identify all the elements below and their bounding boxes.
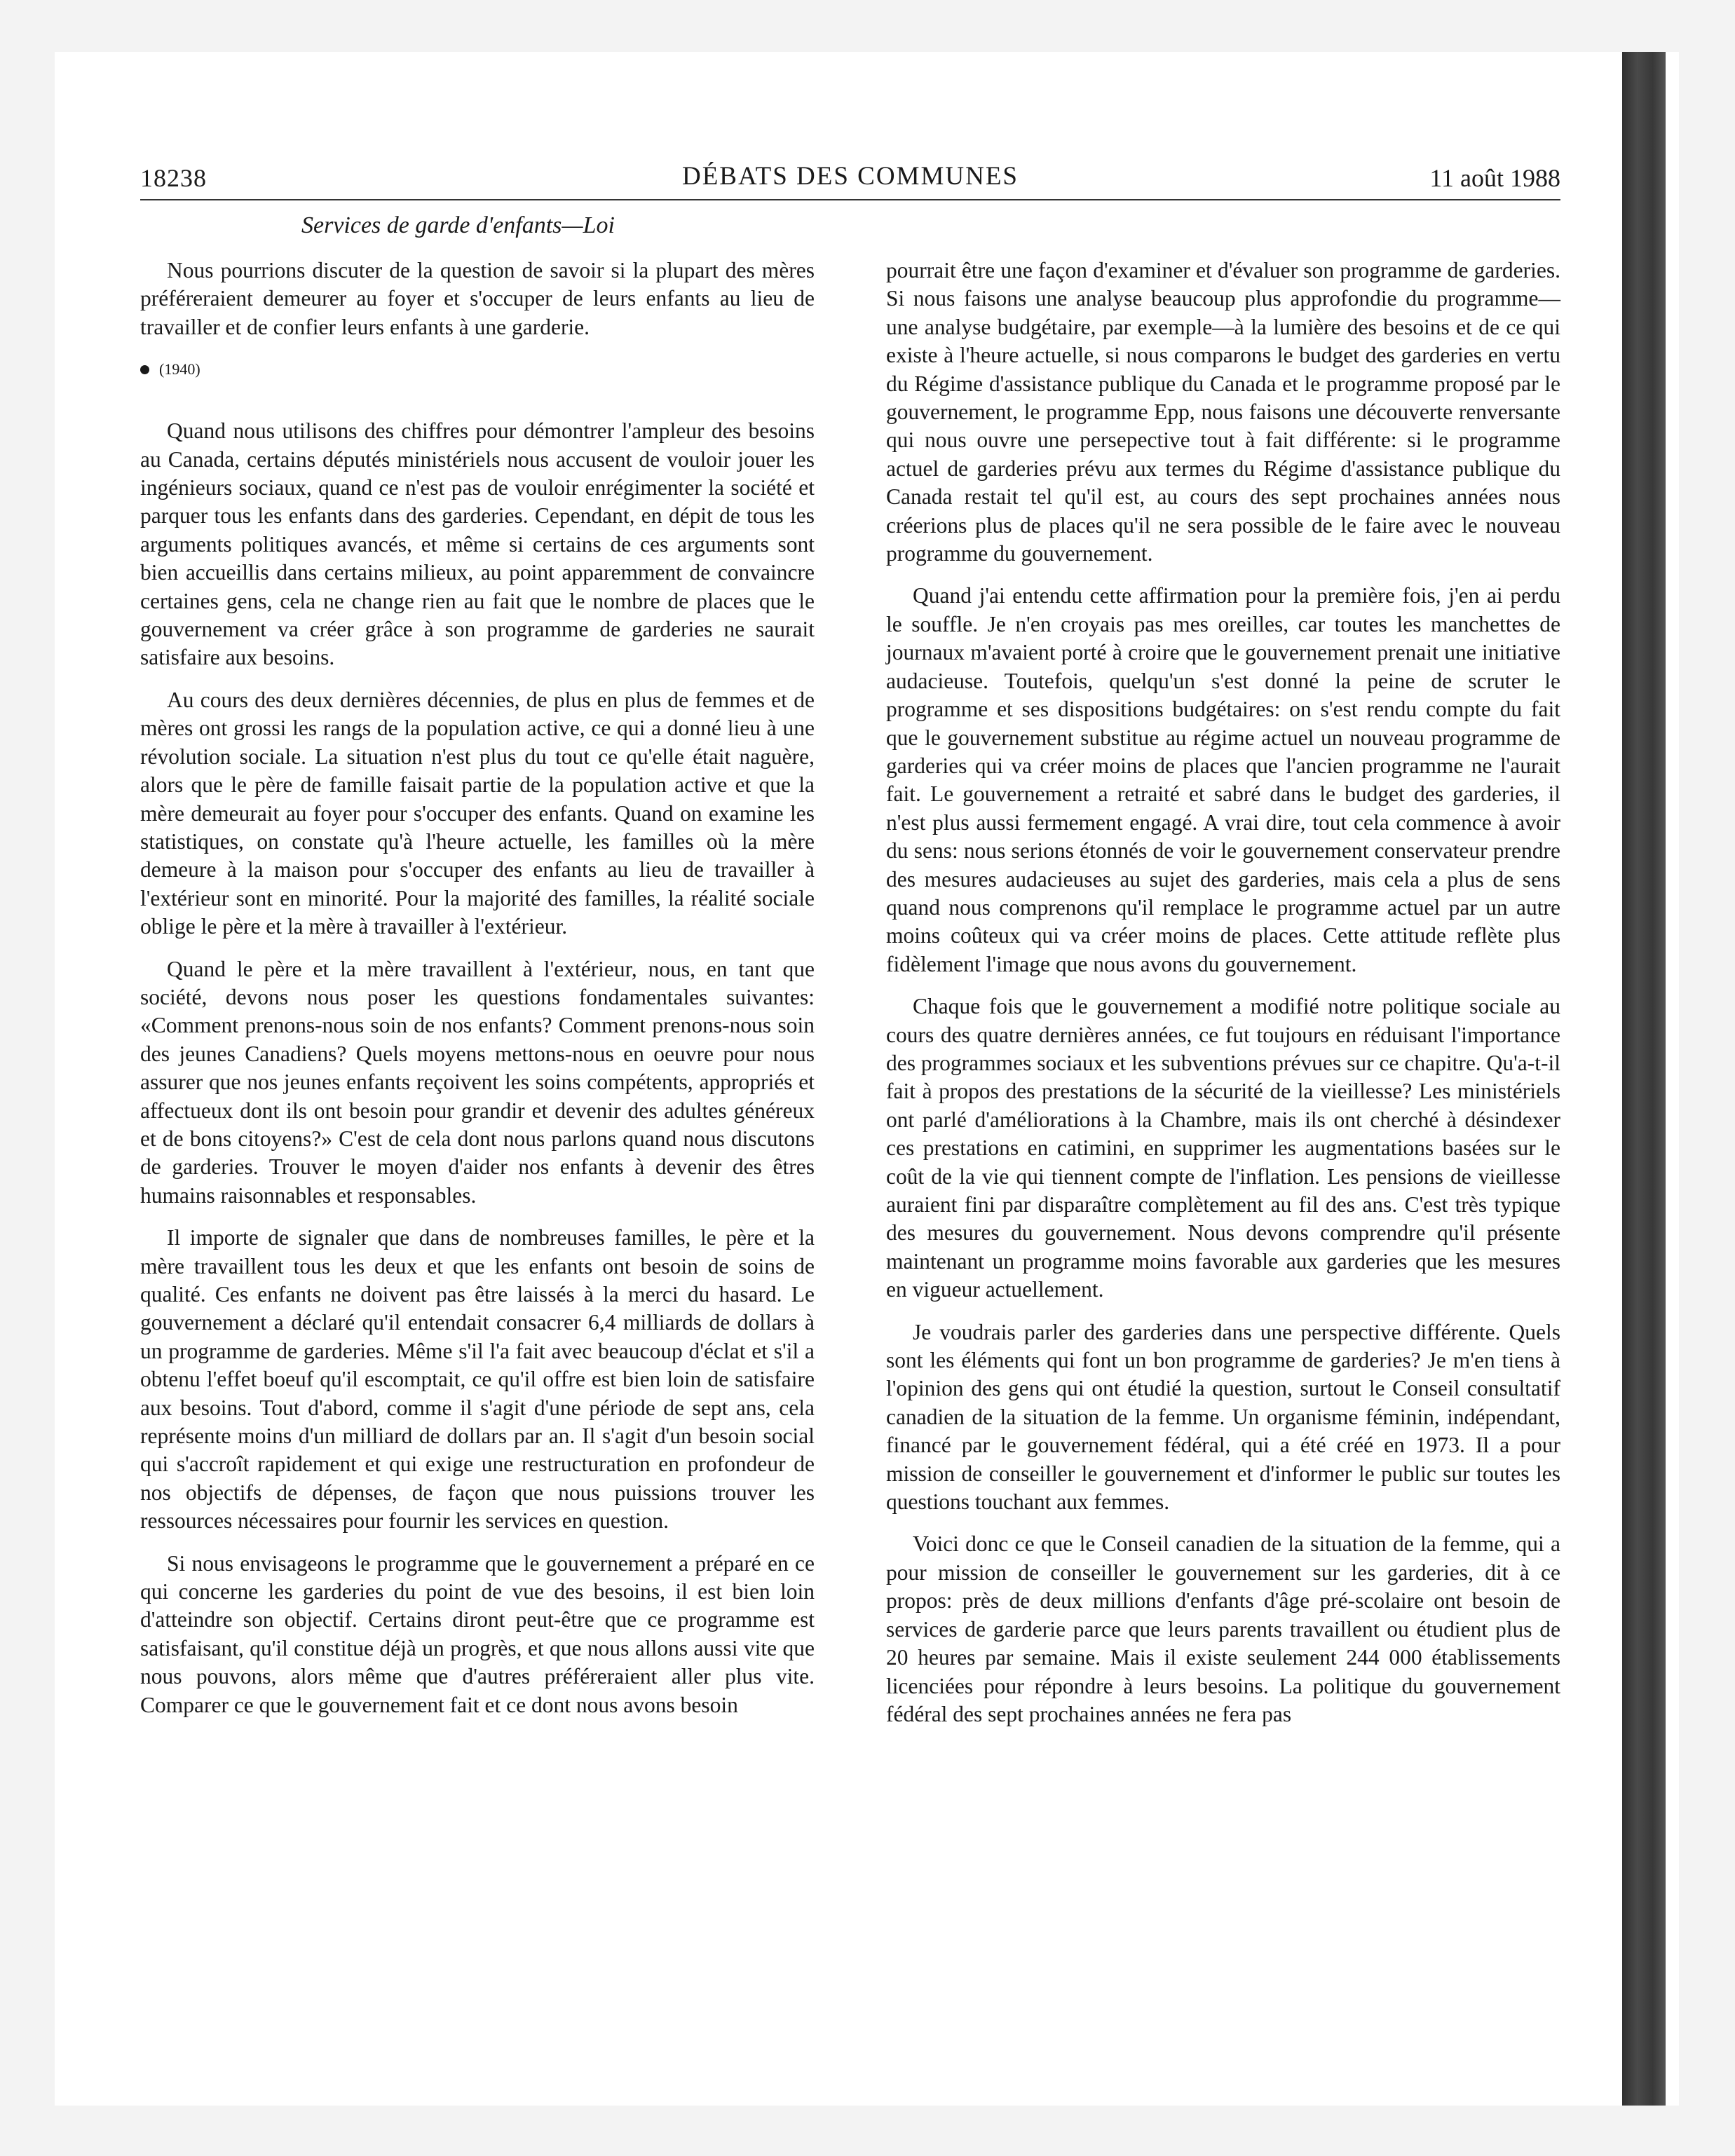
page-header <box>140 161 1560 200</box>
paragraph: Je voudrais parler des garderies dans une perspective différente. Quels sont les éléments qui font un bon programme de garderies? Je m'en tiens à l'opinion des gens qui ont étudié la question, surtout le Conseil consultatif canadien de la situation de la femme. Un organisme féminin, indépendant, financé par le gouvernement fédéral, qui a été créé en 1973. Il a pour mission de conseiller le gouvernement et d'informer le public sur toutes les questions touchant aux femmes. <box>886 1319 1560 1515</box>
paragraph: Quand nous utilisons des chiffres pour démontrer l'ampleur des besoins au Canada, certains députés ministériels nous accusent de vouloir jouer les ingénieurs sociaux, quand ce n'est pas de vouloir enrégimenter la société et parquer tous les enfants dans des garderies. Cependant, en dépit de tous les arguments politiques avancés, et même si certains de ces arguments sont bien accueillis dans certains milieux, au point apparemment de convaincre certaines gens, cela ne change rien au fait que le nombre de places que le gouvernement va créer grâce à son programme de garderies ne saurait satisfaire aux besoins. <box>140 418 815 670</box>
section-subheading: Services de garde d'enfants—Loi <box>301 212 615 238</box>
paragraph-continued: pourrait être une façon d'examiner et d'évaluer son programme de garderies. Si nous faisons une analyse beaucoup plus approfondie du programme—une analyse budgétaire, par exemple—à la lumière des besoins et de ce qui existe à l'heure actuelle, si nous comparons le budget des garderies en vertu du Régime d'assistance publique du Canada et le programme proposé par le gouvernement, le programme Epp, nous faisons une découverte renversante qui nous ouvre une persepective tout à fait différente: si le programme actuel de garderies prévu aux termes du Régime d'assistance publique du Canada restait tel qu'il est, au cours des sept prochaines années nous créerions plus de places qu'il ne sera possible de le faire avec le nouveau programme du gouvernement. <box>886 258 1560 566</box>
page-number: 18238 <box>140 164 207 192</box>
publication-title: DÉBATS DES COMMUNES <box>681 162 1019 191</box>
paragraph: Nous pourrions discuter de la question de savoir si la plupart des mères préféreraient demeurer au foyer et s'occuper de leurs enfants au lieu de travailler et de confier leurs enfants à une garderie. <box>140 258 815 339</box>
paragraph: Il importe de signaler que dans de nombreuses familles, le père et la mère travaillent tous les deux et que les enfants ont besoin de soins de qualité. Ces enfants ne doivent pas être laissés à la merci du hasard. Le gouvernement a déclaré qu'il entendait consacrer 6,4 milliards de dollars à un programme de garderies. Même s'il l'a fait avec beaucoup d'éclat et s'il a obtenu l'effet boeuf qu'il escomptait, ce qu'il offre est bien loin de satisfaire aux besoins. Tout d'abord, comme il s'agit d'une période de sept ans, cela représente moins d'un milliard de dollars par an. Il s'agit d'un besoin social qui s'accroît rapidement et qui exige une restructuration en profondeur de nos objectifs de dépenses, de façon que nous puissions trouver les ressources nécessaires pour fournir les services en question. <box>140 1225 815 1534</box>
hansard-page <box>140 161 1560 2054</box>
paragraph: Si nous envisageons le programme que le gouvernement a préparé en ce qui concerne les garderies du point de vue des besoins, il est bien loin d'atteindre son objectif. Certains diront peut-être que ce programme est satisfaisant, qu'il constitue déjà un progrès, et que nous allons aussi vite que nous pouvons, alors même que d'autres préféreraient aller plus vite. Comparer ce que le gouvernement fait et ce dont nous avons besoin <box>140 1550 815 1717</box>
paragraph: Chaque fois que le gouvernement a modifié notre politique sociale au cours des quatre dernières années, ce fut toujours en réduisant l'importance des programmes sociaux et les subventions prévues sur ce chapitre. Qu'a-t-il fait à propos des prestations de la sécurité de la vieillesse? Les ministériels ont parlé d'améliorations à la Chambre, mais ils ont cherché à désindexer ces prestations en catimini, en supprimer les augmentations basées sur le coût de la vie qui tiennent compte de l'inflation. Les pensions de vieillesse auraient fini par disparaître complètement au fil des ans. C'est très typique des mesures du gouvernement. Nous devons comprendre qu'il présente maintenant un programme moins favorable aux garderies que les mesures en vigueur actuellement. <box>886 994 1560 1302</box>
time-marker-label: (1940) <box>159 360 200 378</box>
bullet-dot-icon <box>140 365 149 374</box>
paragraph: Quand le père et la mère travaillent à l'extérieur, nous, en tant que société, devons nous poser les questions fondamentales suivantes: «Comment prenons-nous soin de nos enfants? Comment prenons-nous soin des jeunes Canadiens? Quels moyens mettons-nous en oeuvre pour nous assurer que nos jeunes enfants reçoivent les soins compétents, appropriés et affectueux dont ils ont besoin pour grandir et devenir des adultes généreux et de bons citoyens?» C'est de cela dont nous parlons quand nous discutons de garderies. Trouver le moyen d'aider nos enfants à devenir des êtres humains raisonnables et responsables. <box>140 956 815 1208</box>
left-column <box>140 257 815 1733</box>
time-marker <box>140 355 815 383</box>
right-column <box>886 257 1560 1742</box>
scan-edge-shadow <box>1622 52 1666 2106</box>
paragraph: Quand j'ai entendu cette affirmation pour la première fois, j'en ai perdu le souffle. Je n'en croyais pas mes oreilles, car toutes les manchettes de journaux m'avaient porté à croire que le gouvernement prenait une initiative audacieuse. Toutefois, quelqu'un s'est donné la peine de scruter le programme et ses dispositions budgétaires: on s'est rendu compte du fait que le gouvernement substitue au régime actuel un nouveau programme de garderies qui va créer moins de places que l'ancien programme ne l'aurait fait. Le gouvernement a retraité et sabré dans le budget des garderies, il n'est plus aussi fermement engagé. A vrai dire, tout cela commence à avoir du sens: nous serions étonnés de voir le gouvernement conservateur prendre des mesures audacieuses au sujet des garderies, mais cela a plus de sens quand nous comprenons qu'il remplace le programme actuel par un autre moins coûteux qui va créer moins de places. Cette attitude reflète plus fidèlement l'image que nous avons du gouvernement. <box>886 583 1560 976</box>
paragraph: Au cours des deux dernières décennies, de plus en plus de femmes et de mères ont grossi les rangs de la population active, ce qui a donné lieu à une révolution sociale. La situation n'est plus du tout ce qu'elle était naguère, alors que le père de famille faisait partie de la population active et que la mère demeurait au foyer pour s'occuper des enfants. Quand on examine les statistiques, on constate qu'à l'heure actuelle, les familles où la mère demeure à la maison pour s'occuper des enfants au lieu de travailler à l'extérieur sont en minorité. Pour la majorité des familles, la réalité sociale oblige le père et la mère à travailler à l'extérieur. <box>140 687 815 939</box>
page-date: 11 août 1988 <box>1429 164 1560 192</box>
paragraph: Voici donc ce que le Conseil canadien de la situation de la femme, qui a pour mission de conseiller le gouvernement sur les garderies, dit à ce propos: près de deux millions d'enfants d'âge pré-scolaire ont besoin de services de garderie parce que leurs parents travaillent ou étudient plus de 20 heures par semaine. Mais il existe seulement 244 000 établissements licenciées pour répondre à leurs besoins. La politique du gouvernement fédéral des sept prochaines années ne fera pas <box>886 1531 1560 1726</box>
